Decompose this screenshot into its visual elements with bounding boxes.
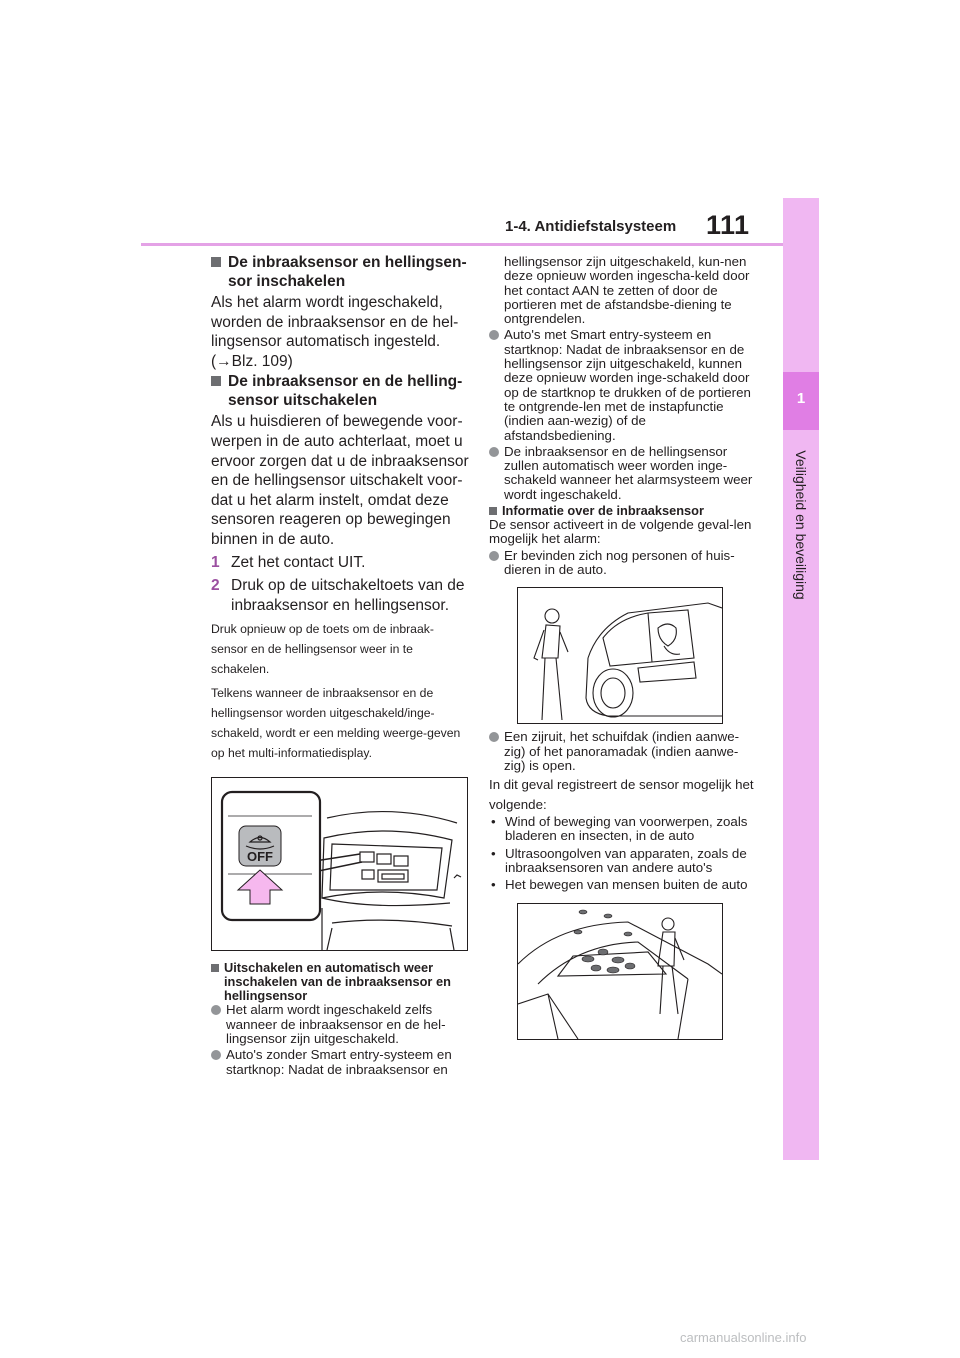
right-column	[489, 253, 757, 1040]
sub-bullet-marker: •	[491, 845, 496, 861]
chapter-tab	[783, 198, 819, 1160]
bullet-item	[211, 1003, 469, 1046]
round-bullet-icon	[211, 1050, 221, 1060]
paragraph: Als het alarm wordt ingeschakeld, worden de inbraaksensor en de hel-lingsensor automatisch ingesteld. (→Blz. 109)	[211, 294, 459, 370]
bullet-item	[489, 730, 757, 773]
bullet-item	[489, 328, 757, 442]
square-bullet-icon	[489, 507, 497, 515]
paragraph: De sensor activeert in de volgende geval-len mogelijk het alarm:	[489, 517, 752, 547]
heading-enable-sensor	[211, 253, 469, 291]
heading-text: De inbraaksensor en hellingsen-sor inschakelen	[228, 254, 467, 290]
step-text: Druk op de uitschakeltoets van de inbraaksensor en hellingsensor.	[231, 577, 465, 614]
chapter-title	[772, 440, 830, 610]
square-bullet-icon	[211, 257, 221, 267]
sub-bullet-text: Het bewegen van mensen buiten de auto	[505, 877, 748, 893]
bullet-text: Het alarm wordt ingeschakeld zelfs wanneer de inbraaksensor en de hel-lingsensor zijn uitgeschakeld.	[226, 1002, 446, 1046]
header-divider	[141, 243, 783, 246]
round-bullet-icon	[211, 1005, 221, 1015]
sub-bullet-item	[489, 847, 757, 876]
bullet-text: De inbraaksensor en de hellingsensor zullen automatisch weer worden inge-schakeld wanneer het alarmsysteem weer wordt ingeschakeld.	[504, 443, 753, 502]
step-text: Zet het contact UIT.	[231, 553, 366, 571]
round-bullet-icon	[489, 551, 499, 561]
sub-bullet-text: Ultrasoongolven van apparaten, zoals de inbraaksensoren van andere auto's	[505, 845, 747, 876]
sub-bullet-item	[489, 815, 757, 844]
bullet-item	[489, 549, 757, 578]
square-bullet-icon	[211, 376, 221, 386]
note: Druk opnieuw op de toets om de inbraak-sensor en de hellingsensor weer in te schakelen.	[211, 622, 434, 677]
heading-reenable-sensor	[211, 961, 469, 1003]
bullet-item	[211, 1048, 469, 1077]
bullet-text: Er bevinden zich nog personen of huis-dieren in de auto.	[504, 547, 735, 577]
person-near-car-illustration	[517, 587, 723, 724]
heading-disable-sensor	[211, 372, 469, 410]
console-switch-drawing	[212, 778, 467, 950]
chapter-title-text: Veiligheid en beveiliging	[793, 450, 809, 600]
bullet-item	[489, 445, 757, 502]
paragraph: In dit geval registreert de sensor mogelijk het volgende:	[489, 777, 754, 813]
continued-text: hellingsensor zijn uitgeschakeld, kun-nen deze opnieuw worden ingescha-keld door het contact AAN te zetten of door de portieren met de afstandsbe-diening te ontgrendelen.	[504, 254, 750, 327]
roof-drawing	[518, 904, 722, 1039]
step-number: 1	[211, 553, 220, 571]
overhead-console-illustration	[211, 777, 468, 951]
chapter-number: 1	[796, 390, 806, 407]
step-2	[211, 576, 469, 615]
heading-text: Informatie over de inbraaksensor	[502, 503, 704, 519]
watermark: carmanualsonline.info	[680, 1330, 807, 1345]
car-drawing	[518, 588, 722, 723]
bullet-text: Een zijruit, het schuifdak (indien aanwe-zig) of het panoramadak (indien aanwe-zig) is open.	[504, 729, 740, 773]
heading-sensor-info	[489, 504, 757, 518]
note: Telkens wanneer de inbraaksensor en de hellingsensor worden uitgeschakeld/inge-schakeld, wordt er een melding weerge-geven op het multi-informatiedisplay.	[211, 686, 461, 761]
round-bullet-icon	[489, 447, 499, 457]
bullet-text: Auto's met Smart entry-systeem en startknop: Nadat de inbraaksensor en de hellingsensor zijn uitgeschakeld, kunnen deze opnieuw worden inge-schakeld door op de startknop te drukken of de portieren te ontgrende-len met de instapfunctie (indien aan-wezig) of de afstandsbediening.	[504, 327, 751, 443]
paragraph: Als u huisdieren of bewegende voor-werpen in de auto achterlaat, moet u ervoor zorgen dat u de inbraaksensor en de hellingsensor uitschakelt voor-dat u het alarm instelt, omdat deze sensoren reageren op bewegingen binnen in de auto.	[211, 413, 469, 548]
sunroof-leaves-illustration	[517, 903, 723, 1040]
left-column	[211, 253, 469, 1079]
sub-bullet-marker: •	[491, 814, 496, 830]
section-title: 1-4. Antidiefstalsysteem	[505, 218, 677, 235]
step-1	[211, 553, 469, 573]
sub-bullet-marker: •	[491, 877, 496, 893]
round-bullet-icon	[489, 732, 499, 742]
square-bullet-icon	[211, 964, 219, 972]
heading-text: Uitschakelen en automatisch weer inschakelen van de inbraaksensor en hellingsensor	[224, 960, 451, 1004]
sub-bullet-item	[489, 878, 757, 892]
bullet-text: Auto's zonder Smart entry-systeem en startknop: Nadat de inbraaksensor en	[226, 1047, 452, 1077]
page-number: 111	[706, 210, 750, 240]
round-bullet-icon	[489, 330, 499, 340]
off-button-label: OFF	[247, 849, 273, 865]
heading-text: De inbraaksensor en de helling-sensor uitschakelen	[228, 373, 463, 410]
sub-bullet-text: Wind of beweging van voorwerpen, zoals bladeren en insecten, in de auto	[505, 814, 748, 844]
step-number: 2	[211, 577, 220, 595]
